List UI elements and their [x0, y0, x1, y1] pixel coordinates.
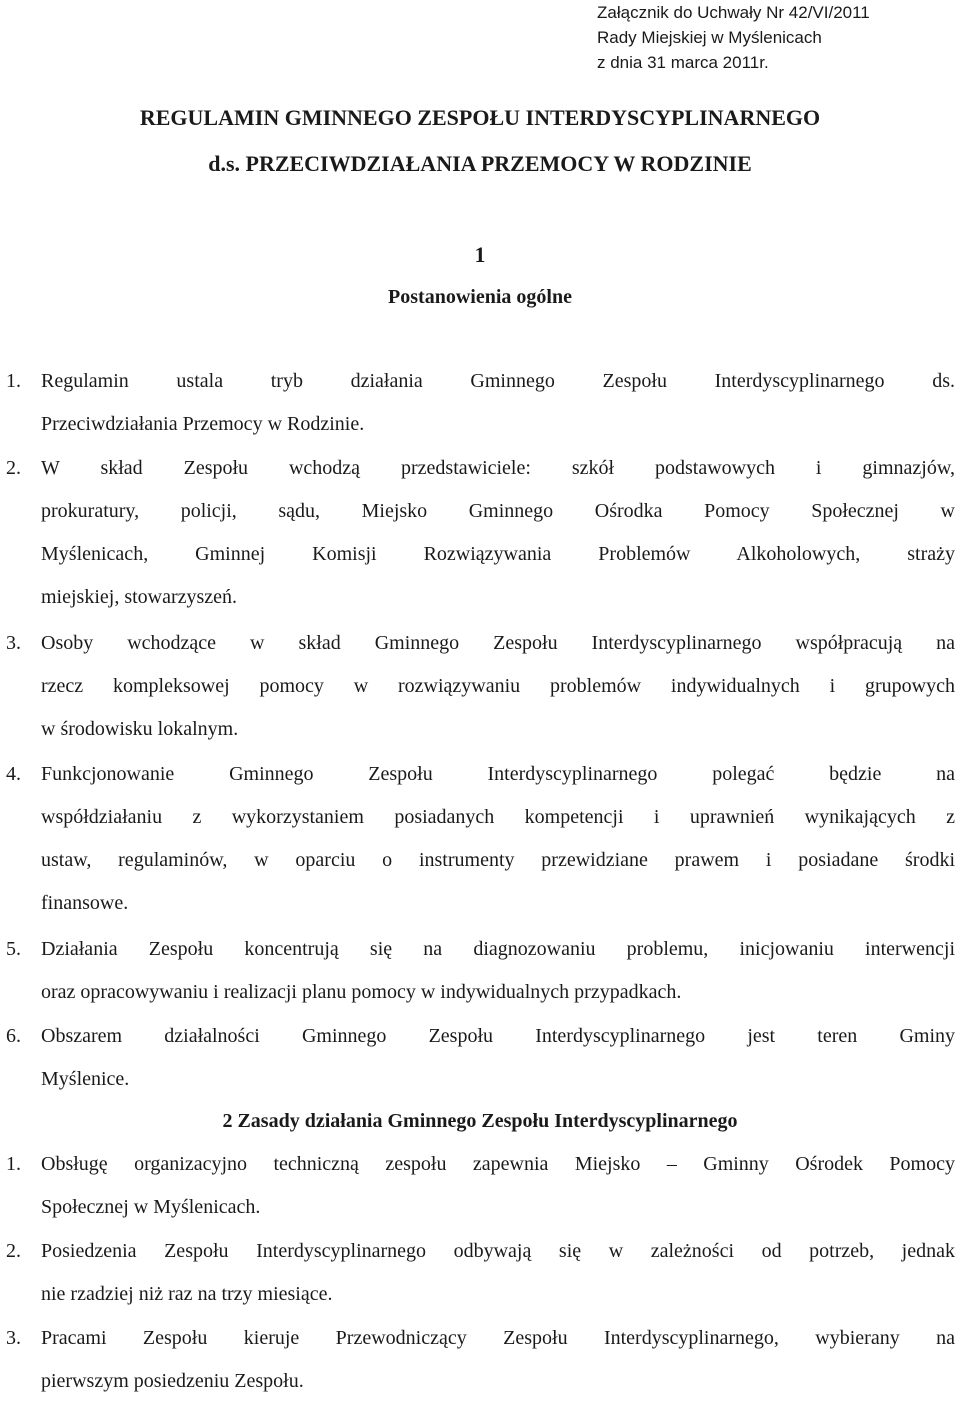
text-line: Regulamin ustala tryb działania Gminnego Zespołu Interdyscyplinarnego ds.	[41, 370, 955, 392]
list-item-text	[41, 753, 955, 925]
list-item-number: 5.	[6, 938, 21, 960]
text-line: pierwszym posiedzeniu Zespołu.	[41, 1370, 304, 1392]
text-line: Osoby wchodzące w skład Gminnego Zespołu Interdyscyplinarnego współpracują na	[41, 632, 955, 654]
list-item-number: 1.	[6, 370, 21, 392]
list-item-text	[41, 622, 955, 751]
header-line-2: Rady Miejskiej w Myślenicach	[597, 28, 822, 47]
list-item-number: 1.	[6, 1153, 21, 1175]
text-line: Obsługę organizacyjno techniczną zespołu zapewnia Miejsko – Gminny Ośrodek Pomocy	[41, 1153, 955, 1175]
text-line: Myślenice.	[41, 1068, 130, 1090]
list-item-number: 4.	[6, 763, 21, 785]
list-item-text	[41, 360, 955, 446]
text-line: Przeciwdziałania Przemocy w Rodzinie.	[41, 413, 365, 435]
section-2-heading: 2 Zasady działania Gminnego Zespołu Interdyscyplinarnego	[222, 1110, 738, 1132]
list-item-text	[41, 1143, 955, 1229]
text-line: W skład Zespołu wchodzą przedstawiciele: szkół podstawowych i gimnazjów,	[41, 457, 955, 479]
text-line: Obszarem działalności Gminnego Zespołu Interdyscyplinarnego jest teren Gminy	[41, 1025, 955, 1047]
list-item-text	[41, 1230, 955, 1316]
text-line: ustaw, regulaminów, w oparciu o instrumenty przewidziane prawem i posiadane środki	[41, 849, 955, 871]
text-line: Działania Zespołu koncentrują się na diagnozowaniu problemu, inicjowaniu interwencji	[41, 938, 955, 960]
text-line: Myślenicach, Gminnej Komisji Rozwiązywania Problemów Alkoholowych, straży	[41, 543, 955, 565]
list-item-number: 3.	[6, 632, 21, 654]
section-1-heading: Postanowienia ogólne	[388, 286, 572, 308]
text-line: Pracami Zespołu kieruje Przewodniczący Zespołu Interdyscyplinarnego, wybierany na	[41, 1327, 955, 1349]
text-line: Posiedzenia Zespołu Interdyscyplinarnego odbywają się w zależności od potrzeb, jednak	[41, 1240, 955, 1262]
document-title-line-1: REGULAMIN GMINNEGO ZESPOŁU INTERDYSCYPLINARNEGO	[139, 105, 821, 130]
list-item-number: 2.	[6, 1240, 21, 1262]
text-line: współdziałaniu z wykorzystaniem posiadanych kompetencji i uprawnień wynikających z	[41, 806, 955, 828]
text-line: w środowisku lokalnym.	[41, 718, 239, 740]
list-item-text	[41, 928, 955, 1014]
document-title-line-2: d.s. PRZECIWDZIAŁANIA PRZEMOCY W RODZINIE	[208, 151, 752, 176]
section-1-number: 1	[474, 242, 486, 267]
text-line: Funkcjonowanie Gminnego Zespołu Interdyscyplinarnego polegać będzie na	[41, 763, 955, 785]
text-line: nie rzadziej niż raz na trzy miesiące.	[41, 1283, 333, 1305]
text-line: oraz opracowywaniu i realizacji planu pomocy w indywidualnych przypadkach.	[41, 981, 682, 1003]
list-item-number: 3.	[6, 1327, 21, 1349]
text-line: Społecznej w Myślenicach.	[41, 1196, 261, 1218]
text-line: finansowe.	[41, 892, 129, 914]
text-line: miejskiej, stowarzyszeń.	[41, 586, 238, 608]
header-line-3: z dnia 31 marca 2011r.	[597, 53, 769, 72]
list-item-text	[41, 1015, 955, 1101]
attachment-header	[597, 0, 870, 75]
text-line: prokuratury, policji, sądu, Miejsko Gminnego Ośrodka Pomocy Społecznej w	[41, 500, 955, 522]
list-item-number: 6.	[6, 1025, 21, 1047]
text-line: rzecz kompleksowej pomocy w rozwiązywaniu problemów indywidualnych i grupowych	[41, 675, 955, 697]
list-item-number: 2.	[6, 457, 21, 479]
list-item-text	[41, 447, 955, 619]
list-item-text	[41, 1317, 955, 1403]
header-line-1: Załącznik do Uchwały Nr 42/VI/2011	[597, 3, 870, 22]
